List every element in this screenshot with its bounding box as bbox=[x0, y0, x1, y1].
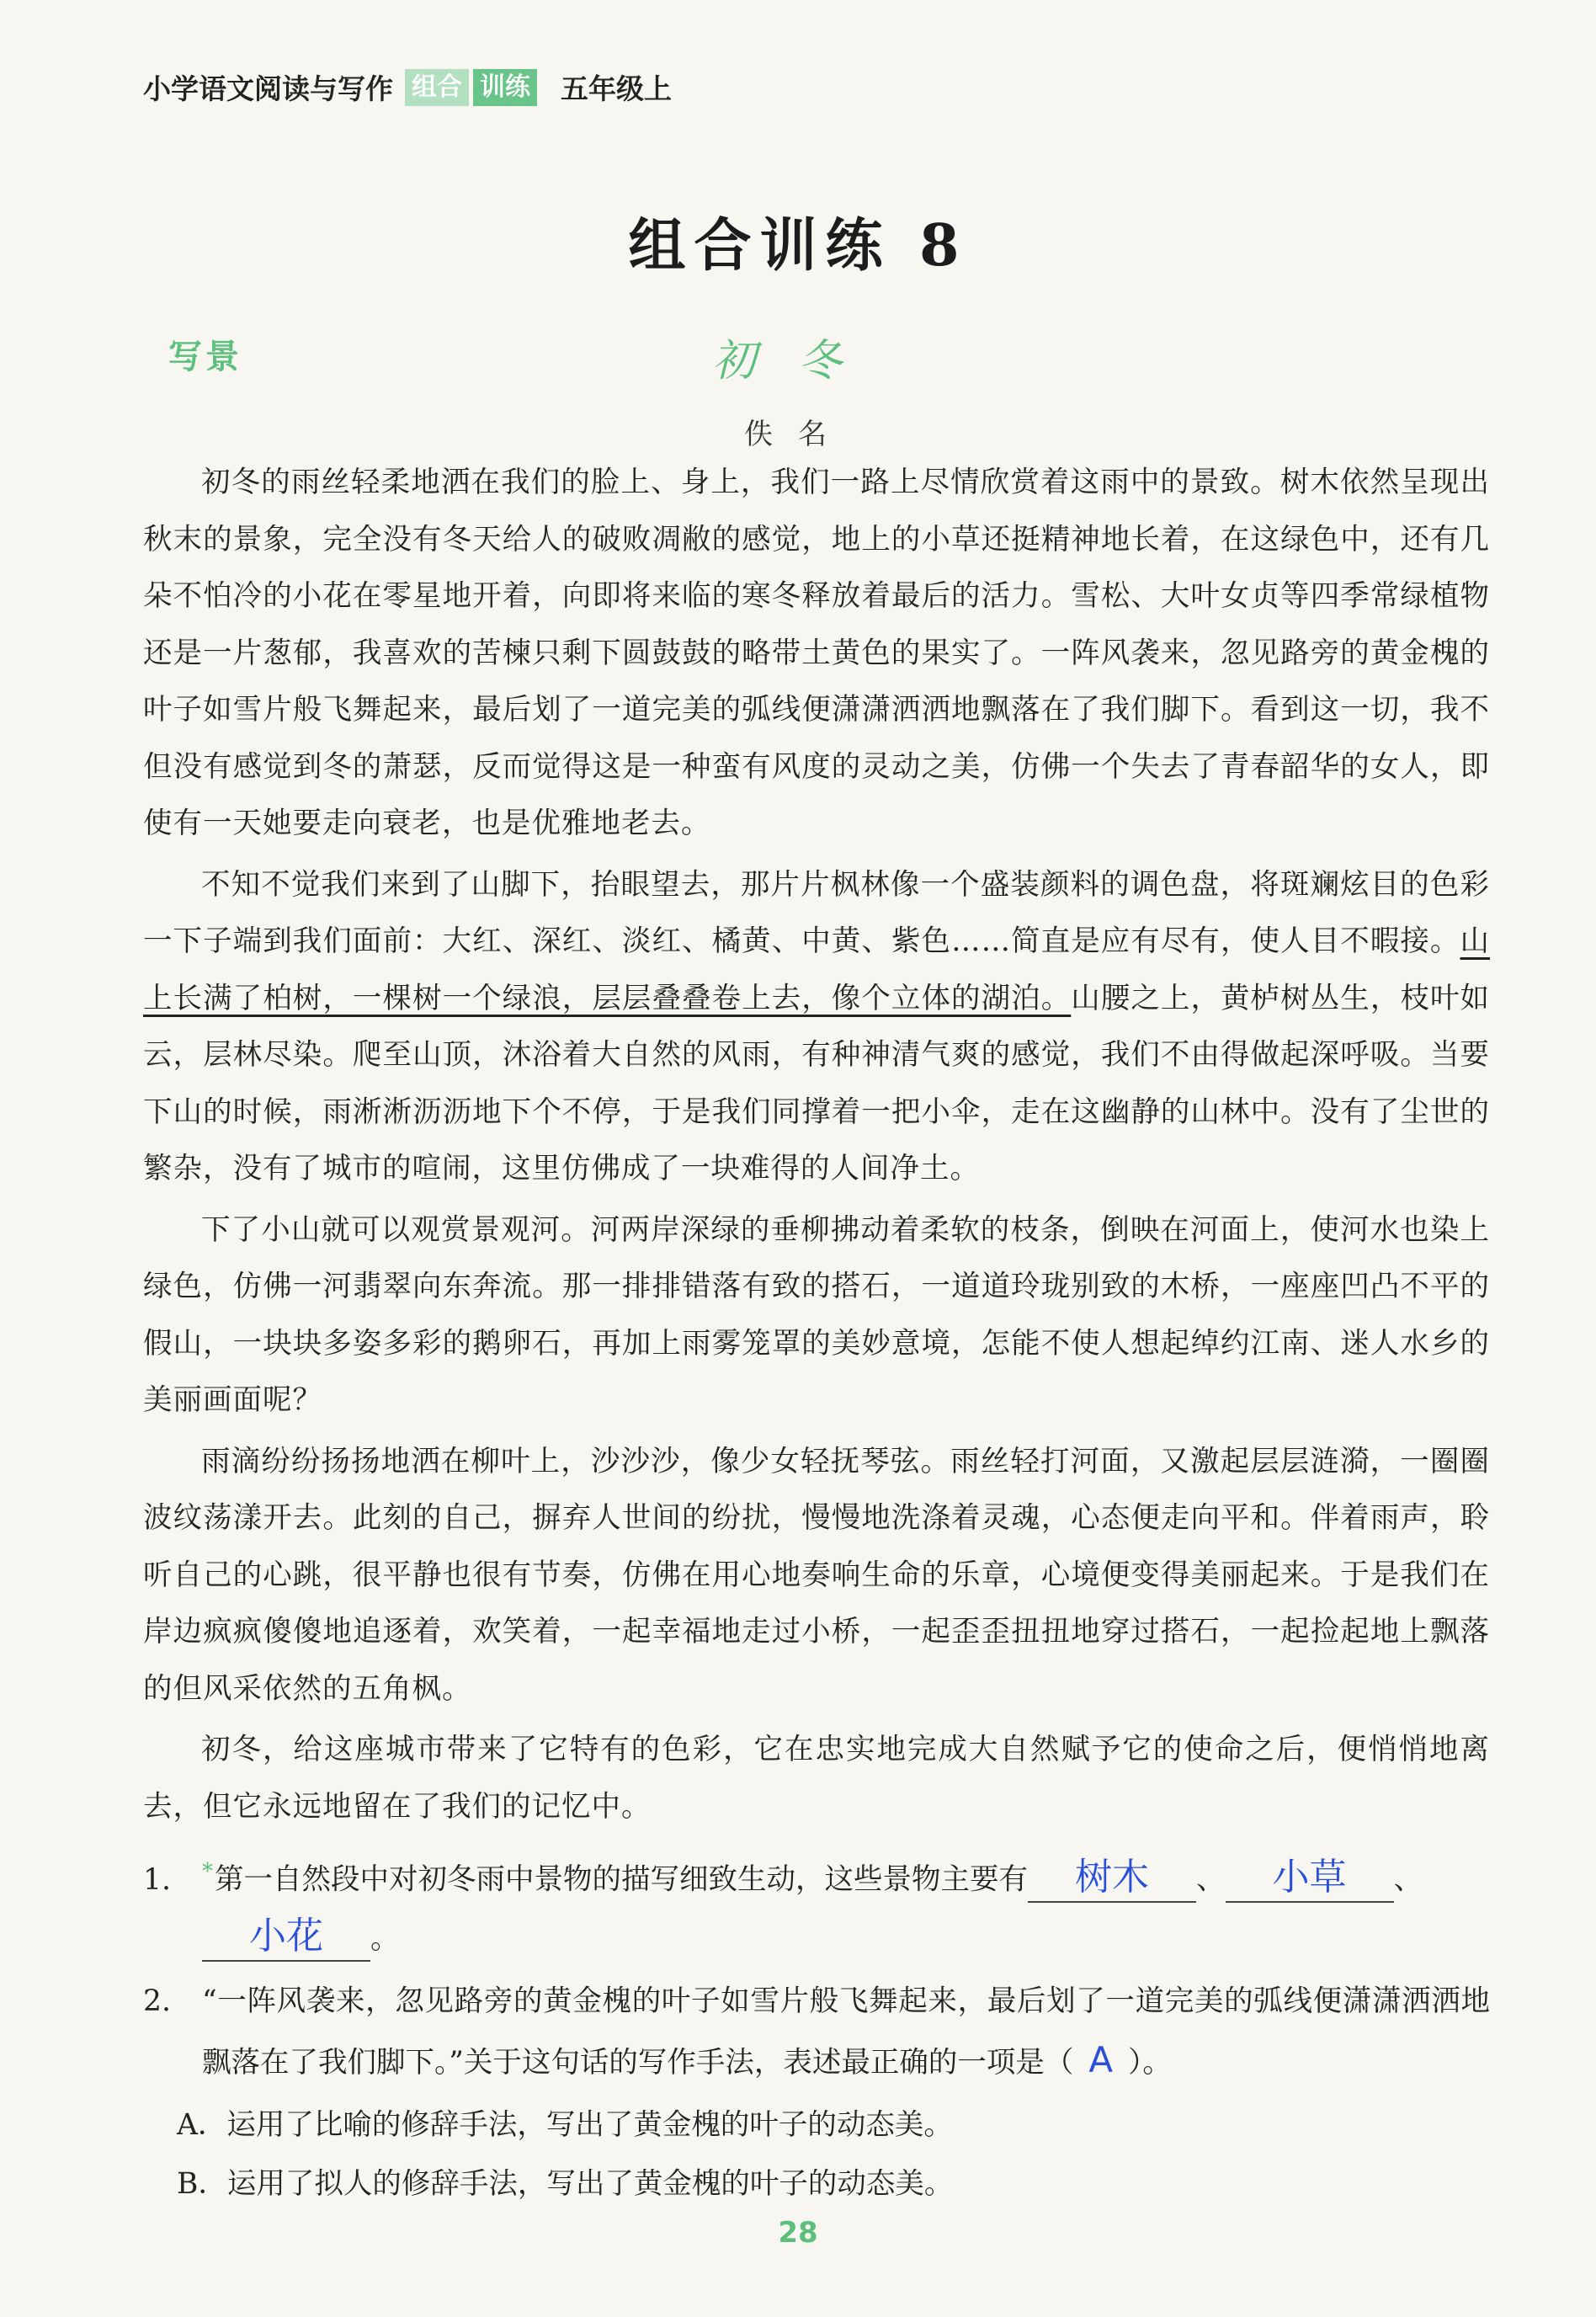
paragraph-2 bbox=[143, 857, 1490, 1198]
paragraph-3: 下了小山就可以观赏景观河。河两岸深绿的垂柳拂动着柔软的枝条，倒映在河面上，使河水也染上绿色，仿佛一河翡翠向东奔流。那一排排错落有致的搭石，一道道玲珑别致的木桥，一座座凹凸不平的假山，一块块多姿多彩的鹅卵石，再加上雨雾笼罩的美妙意境，怎能不使人想起绰约江南、迷人水乡的美丽画面呢？ bbox=[143, 1212, 1490, 1417]
question-1-prompt: 第一自然段中对初冬雨中景物的描写细致生动，这些景物主要有 bbox=[215, 1862, 1028, 1897]
genre-tag: 写景 bbox=[168, 338, 242, 376]
page-title: 组合训练 8 bbox=[628, 212, 968, 280]
question-1-number-text: 1. bbox=[143, 1862, 171, 1897]
series-badge bbox=[405, 69, 537, 106]
question-2-close: ）。 bbox=[1128, 2045, 1172, 2080]
question-1 bbox=[143, 1842, 1490, 1968]
question-2 bbox=[143, 1972, 1490, 2092]
page-header bbox=[143, 67, 672, 107]
paragraph-5: 初冬，给这座城市带来了它特有的色彩，它在忠实地完成大自然赋予它的使命之后，便悄悄地离去，但它永远地留在了我们的记忆中。 bbox=[143, 1733, 1490, 1824]
paragraph-2-text: 不知不觉我们来到了山脚下，抬眼望去，那片片枫林像一个盛装颜料的调色盘，将斑斓炫目的色彩一下子端到我们面前：大红、深红、淡红、橘黄、中黄、紫色……简直是应有尽有，使人目不暇接。 bbox=[143, 867, 1490, 958]
paragraph-1: 初冬的雨丝轻柔地洒在我们的脸上、身上，我们一路上尽情欣赏着这雨中的景致。树木依然呈现出秋末的景象，完全没有冬天给人的破败凋敝的感觉，地上的小草还挺精神地长着，在这绿色中，还有几朵不怕冷的小花在零星地开着，向即将来临的寒冬释放着最后的活力。雪松、大叶女贞等四季常绿植物还是一片葱郁，我喜欢的苦楝只剩下圆鼓鼓的略带土黄色的果实了。一阵风袭来，忽见路旁的黄金槐的叶子如雪片般飞舞起来，最后划了一道完美的弧线便潇潇洒洒地飘落在了我们脚下。看到这一切，我不但没有感觉到冬的萧瑟，反而觉得这是一种蛮有风度的灵动之美，仿佛一个失去了青春韶华的女人，即使有一天她要走向衰老，也是优雅地老去。 bbox=[143, 466, 1490, 840]
question-1-number bbox=[143, 1851, 202, 1910]
book-title: 小学语文阅读与写作 bbox=[143, 72, 393, 105]
option-a[interactable]: A．运用了比喻的修辞手法，写出了黄金槐的叶子的动态美。 bbox=[177, 2107, 953, 2142]
series-label-a: 组合 bbox=[405, 69, 469, 106]
answer-1: 树木 bbox=[1075, 1855, 1149, 1899]
answer-2: 小草 bbox=[1272, 1855, 1347, 1899]
question-2-answer[interactable]: A bbox=[1088, 2038, 1114, 2080]
grade-label: 五年级上 bbox=[561, 72, 672, 105]
question-2-prompt: “一阵风袭来，忽见路旁的黄金槐的叶子如雪片般飞舞起来，最后划了一道完美的弧线便潇潇洒洒地飘落在了我们脚下。”关于这句话的写作手法，表述最正确的一项是（ bbox=[202, 1984, 1490, 2080]
underlined-sentence: 山上长满了柏树，一棵树一个绿浪，层层叠叠卷上去，像个立体的湖泊。 bbox=[143, 924, 1490, 1015]
series-label-b: 训练 bbox=[473, 69, 537, 106]
question-1-end: 。 bbox=[370, 1921, 400, 1956]
option-b[interactable]: B．运用了拟人的修辞手法，写出了黄金槐的叶子的动态美。 bbox=[177, 2166, 954, 2201]
passage-body bbox=[143, 455, 1490, 1840]
page-number: 28 bbox=[778, 2216, 818, 2250]
answer-blank-2[interactable] bbox=[1226, 1856, 1394, 1903]
question-2-number bbox=[143, 1972, 202, 2031]
paragraph-4: 雨滴纷纷扬扬地洒在柳叶上，沙沙沙，像少女轻抚琴弦。雨丝轻打河面，又激起层层涟漪，一圈圈波纹荡漾开去。此刻的自己，摒弃人世间的纷扰，慢慢地洗涤着灵魂，心态便走向平和。伴着雨声，聆听自己的心跳，很平静也很有节奏，仿佛在用心地奏响生命的乐章，心境便变得美丽起来。于是我们在岸边疯疯傻傻地追逐着，欢笑着，一起幸福地走过小桥，一起歪歪扭扭地穿过搭石，一起捡起地上飘落的但风采依然的五角枫。 bbox=[143, 1444, 1490, 1706]
star-icon: * bbox=[202, 1859, 213, 1884]
answer-blank-3[interactable] bbox=[202, 1915, 370, 1962]
question-2-number-text: 2. bbox=[143, 1984, 171, 2018]
separator-2: 、 bbox=[1393, 1862, 1423, 1897]
passage-title: 初冬 bbox=[711, 336, 884, 386]
answer-3: 小花 bbox=[249, 1914, 323, 1957]
answer-blank-1[interactable] bbox=[1028, 1856, 1196, 1903]
separator-1: 、 bbox=[1196, 1862, 1226, 1897]
paragraph-2-rest: 山腰之上，黄栌树丛生，枝叶如云，层林尽染。爬至山顶，沐浴着大自然的风雨，有种神清气爽的感觉，我们不由得做起深呼吸。当要下山的时候，雨淅淅沥沥地下个不停，于是我们同撑着一把小伞，走在这幽静的山林中。没有了尘世的繁杂，没有了城市的喧闹，这里仿佛成了一块难得的人间净土。 bbox=[143, 981, 1491, 1185]
questions-section bbox=[143, 1842, 1490, 2213]
passage-author: 佚名 bbox=[744, 418, 852, 451]
